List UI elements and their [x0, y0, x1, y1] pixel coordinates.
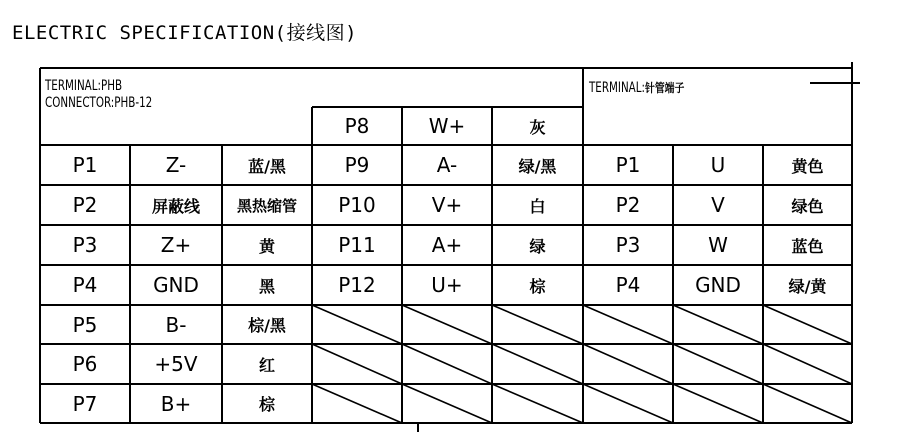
right-terminal-value: 针管端子: [644, 81, 685, 95]
table-cell-pin: P4: [72, 273, 98, 297]
table-cell-pin: P1: [615, 153, 641, 177]
table-cell-signal: +5V: [154, 352, 198, 376]
table-cell-pin: P3: [72, 233, 98, 257]
table-cell-pin: P1: [72, 153, 98, 177]
table-cell-color: 绿: [529, 236, 546, 256]
table-cell-color: 蓝色: [791, 236, 824, 256]
table-cell-color: 灰: [529, 117, 546, 137]
table-cell-pin: P10: [338, 193, 376, 217]
table-cell-pin: P2: [615, 193, 641, 217]
table-cell-pin: P9: [344, 153, 370, 177]
table-cell-pin: P2: [72, 193, 98, 217]
table-cell-signal: B-: [165, 312, 187, 337]
table-cell-color: 绿/黄: [788, 276, 827, 296]
left-header: [45, 78, 152, 112]
table-cell-signal: GND: [153, 273, 199, 297]
table-cell-color: 棕: [529, 276, 546, 296]
page-title: ELECTRIC SPECIFICATION(接线图): [12, 22, 358, 44]
table-cell-signal: Z+: [160, 233, 192, 257]
table-cell-signal: V+: [431, 193, 463, 217]
table-cell-color: 红: [258, 355, 275, 375]
table-cell-color: 绿色: [791, 196, 824, 216]
connector-label: CONNECTOR:PHB-12: [45, 95, 153, 111]
right-header: [589, 80, 684, 97]
table-cell-signal: W+: [428, 114, 466, 138]
table-cell-pin: P3: [615, 233, 641, 257]
table-cell-signal: U: [710, 153, 726, 177]
table-cell-pin: P5: [72, 312, 98, 337]
table-cell-color: 棕: [258, 395, 275, 414]
table-cell-signal: W: [708, 233, 728, 257]
terminal-label: TERMINAL:PHB: [45, 78, 123, 94]
table-cell-pin: P7: [72, 391, 98, 416]
table-cell-pin: P11: [338, 233, 376, 257]
table-cell-pin: P4: [615, 273, 641, 297]
table-cell-signal: B+: [160, 391, 192, 416]
table-cell-signal: Z-: [165, 153, 187, 177]
table-cell-pin: P8: [344, 114, 370, 138]
table-cell-signal: A-: [436, 153, 458, 177]
table-cell-color: 棕/黑: [248, 316, 286, 335]
table-cell-signal: GND: [695, 273, 741, 297]
table-cell-color: 白: [529, 196, 546, 216]
table-cell-color: 绿/黑: [518, 156, 557, 176]
table-cell-color: 黑: [258, 276, 275, 296]
table-cell-signal: 屏蔽线: [151, 196, 200, 216]
table-cell-color: 黑热缩管: [236, 196, 297, 215]
table-cell-color: 黄: [258, 236, 275, 256]
table-cell-signal: A+: [431, 233, 463, 257]
table-cell-pin: P6: [72, 352, 98, 376]
table-cell-signal: V: [711, 193, 725, 217]
right-terminal-label: TERMINAL:: [589, 80, 645, 96]
table-cell-color: 黄色: [791, 156, 824, 176]
table-cell-pin: P12: [338, 273, 376, 297]
table-cell-signal: U+: [431, 273, 463, 297]
table-cell-color: 蓝/黑: [248, 156, 286, 176]
